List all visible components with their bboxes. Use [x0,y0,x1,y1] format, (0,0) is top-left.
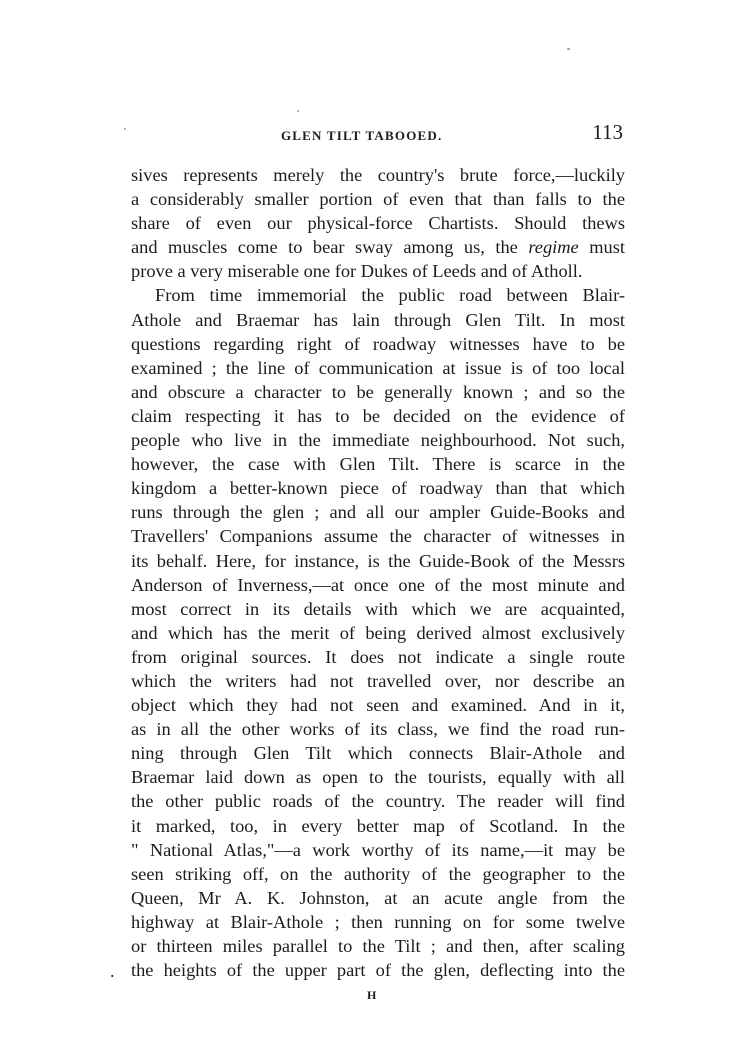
text-line: a considerably smaller portion of even that than falls to the [131,189,625,210]
text-line: which the writers had not travelled over, nor describe an [131,670,625,691]
paper-speck [567,48,570,50]
text-line: claim respecting it has to be decided on the evidence of [131,405,625,426]
text-line [131,235,625,259]
text-line: Queen, Mr A. K. Johnston, at an acute angle from the [131,887,625,908]
signature-mark: H [367,988,378,1002]
text-line: its behalf. Here, for instance, is the Guide-Book of the Messrs [131,550,625,571]
text-line: as in all the other works of its class, we find the road run- [131,719,625,740]
margin-mark: . [110,961,115,981]
text-line: examined ; the line of communication at issue is of too local [131,357,625,378]
text-line: runs through the glen ; and all our ampler Guide-Books and [131,502,625,523]
body-text [131,163,625,982]
text-line: seen striking off, on the authority of the geographer to the [131,863,625,884]
text-line: Travellers' Companions assume the character of witnesses in [131,526,625,547]
paper-speck [297,110,299,112]
text-line: the heights of the upper part of the glen, deflecting into the [131,960,625,981]
text-line: Anderson of Inverness,—at once one of the most minute and [131,574,625,595]
text-line-lead: and muscles come to bear sway among us, the [131,237,518,258]
italic-word: regime [528,237,579,258]
text-line: prove a very miserable one for Dukes of Leeds and of Atholl. [131,261,583,282]
text-line: Braemar laid down as open to the tourists, equally with all [131,767,625,788]
text-line: it marked, too, in every better map of Scotland. In the [131,815,625,836]
text-line: or thirteen miles parallel to the Tilt ; and then, after scaling [131,936,625,956]
running-head [131,120,623,160]
text-line: share of even our physical-force Chartists. Should thews [131,213,625,234]
text-line: " National Atlas,"—a work worthy of its name,—it may be [131,839,625,860]
text-line: however, the case with Glen Tilt. There is scarce in the [131,454,625,475]
text-line: kingdom a better-known piece of roadway than that which [131,478,625,499]
text-line: sives represents merely the country's brute force,—luckily [131,165,625,185]
text-line: from original sources. It does not indicate a single route [131,646,625,667]
text-line: highway at Blair-Athole ; then running on for some twelve [131,911,625,932]
text-line: questions regarding right of roadway witnesses have to be [131,333,625,354]
page-number: 113 [592,120,623,144]
paper-speck [124,128,126,130]
text-line: Athole and Braemar has lain through Glen Tilt. In most [131,309,625,330]
text-line: the other public roads of the country. The reader will find [131,791,625,812]
running-title: GLEN TILT TABOOED. [281,128,443,143]
text-line: people who live in the immediate neighbourhood. Not such, [131,430,625,451]
text-line-tail: must [589,237,625,258]
text-line: object which they had not seen and examined. And in it, [131,695,625,716]
text-line: most correct in its details with which we are acquainted, [131,598,625,619]
text-line: and which has the merit of being derived almost exclusively [131,622,625,643]
text-line: and obscure a character to be generally known ; and so the [131,381,625,402]
text-line: ning through Glen Tilt which connects Blair-Athole and [131,743,625,764]
text-line: From time immemorial the public road between Blair- [155,285,625,306]
